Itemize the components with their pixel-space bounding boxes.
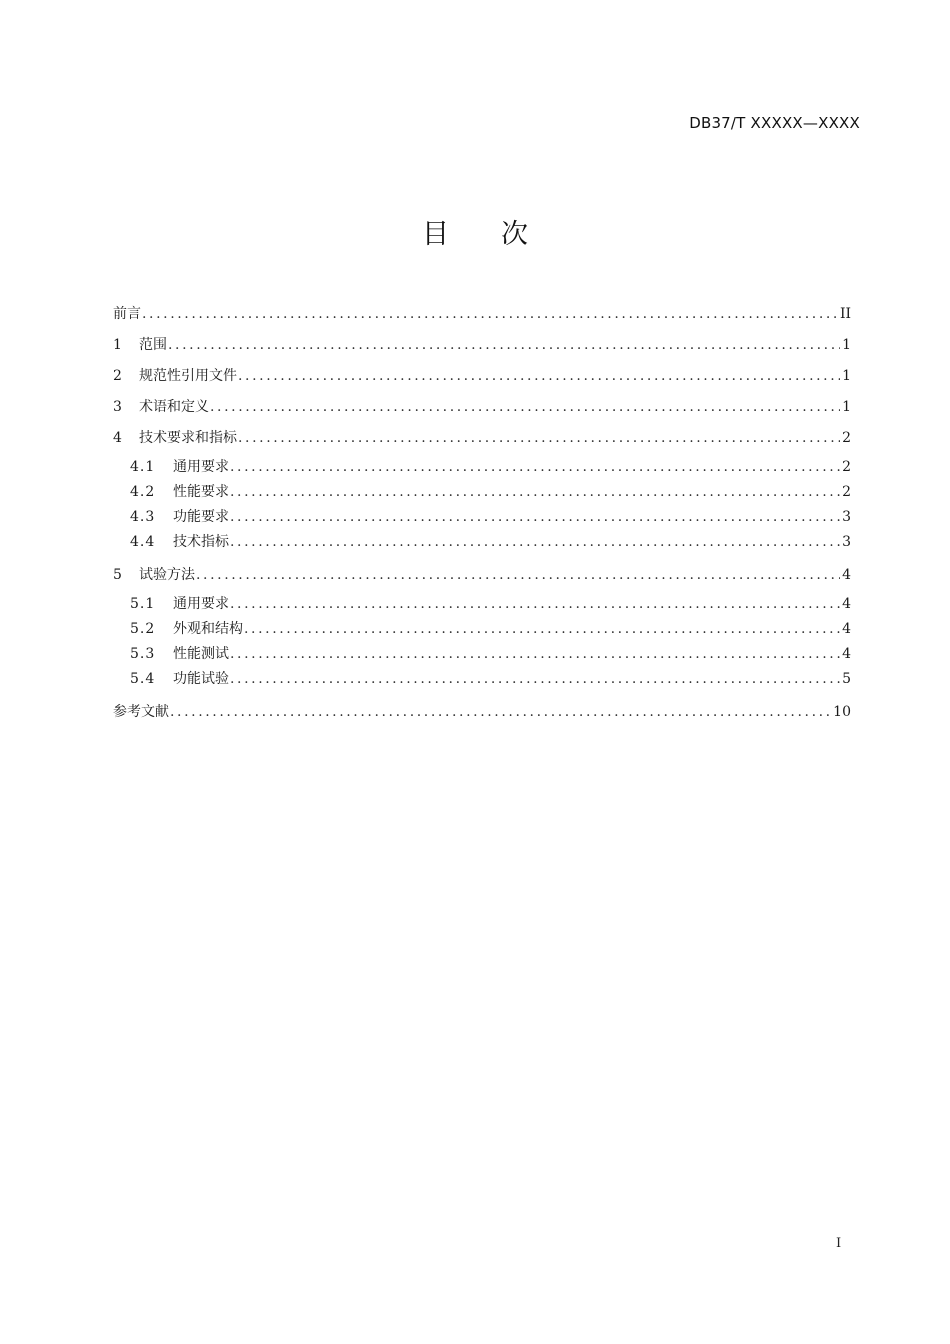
toc-number: 5.1 — [130, 596, 156, 612]
toc-leader-dots — [244, 619, 840, 639]
toc-entry-4-2[interactable] — [113, 482, 851, 507]
toc-number: 4.2 — [130, 484, 156, 500]
toc-entry-references[interactable] — [113, 700, 851, 731]
toc-page: 3 — [842, 509, 851, 525]
toc-label: 规范性引用文件 — [139, 368, 237, 384]
toc-leader-dots — [238, 366, 840, 386]
toc-label: 参考文献 — [113, 704, 169, 720]
toc-number: 1 — [113, 337, 122, 353]
toc-leader-dots — [230, 482, 840, 502]
toc-label: 试验方法 — [139, 567, 195, 583]
toc-page: 1 — [842, 399, 851, 415]
toc-label: 外观和结构 — [173, 621, 243, 637]
toc-number: 5.2 — [130, 621, 156, 637]
toc-leader-dots — [210, 397, 840, 417]
toc-leader-dots — [238, 428, 840, 448]
toc-leader-dots — [230, 457, 840, 477]
toc-entry-4-1[interactable] — [113, 457, 851, 482]
toc-page: 4 — [842, 567, 851, 583]
toc-leader-dots — [230, 644, 840, 664]
toc-label: 通用要求 — [173, 459, 229, 475]
table-of-contents — [113, 302, 851, 731]
toc-label: 范围 — [139, 337, 167, 353]
toc-number: 5.4 — [130, 671, 156, 687]
toc-label: 术语和定义 — [139, 399, 209, 415]
toc-page: 3 — [842, 534, 851, 550]
toc-page: 4 — [842, 621, 851, 637]
toc-label: 性能要求 — [173, 484, 229, 500]
toc-page: 4 — [842, 646, 851, 662]
toc-leader-dots — [168, 335, 840, 355]
toc-entry-5[interactable] — [113, 563, 851, 594]
toc-label: 功能试验 — [173, 671, 229, 687]
toc-number: 4.1 — [130, 459, 156, 475]
toc-entry-5-2[interactable] — [113, 619, 851, 644]
toc-leader-dots — [142, 304, 838, 324]
toc-page: II — [839, 306, 851, 322]
toc-number: 2 — [113, 368, 122, 384]
toc-page: 1 — [842, 337, 851, 353]
title-char-1: 目 — [422, 219, 449, 250]
toc-page: 2 — [842, 484, 851, 500]
toc-number: 4.4 — [130, 534, 156, 550]
toc-entry-4-3[interactable] — [113, 507, 851, 532]
toc-entry-3[interactable] — [113, 395, 851, 426]
toc-page: 5 — [842, 671, 851, 687]
toc-page: 10 — [833, 704, 851, 720]
toc-entry-5-1[interactable] — [113, 594, 851, 619]
standard-code: DB37/T XXXXX—XXXX — [689, 114, 860, 132]
toc-leader-dots — [170, 702, 831, 722]
toc-entry-foreword[interactable] — [113, 302, 851, 333]
toc-leader-dots — [230, 669, 840, 689]
toc-label: 性能测试 — [173, 646, 229, 662]
toc-entry-4-4[interactable] — [113, 532, 851, 557]
page-title — [0, 212, 950, 251]
toc-number: 5.3 — [130, 646, 156, 662]
toc-label: 技术要求和指标 — [139, 430, 237, 446]
toc-label: 技术指标 — [173, 534, 229, 550]
toc-page: 4 — [842, 596, 851, 612]
toc-label: 前言 — [113, 306, 141, 322]
toc-leader-dots — [230, 594, 840, 614]
toc-page: 2 — [842, 459, 851, 475]
toc-number: 5 — [113, 567, 122, 583]
toc-leader-dots — [196, 565, 840, 585]
toc-leader-dots — [230, 532, 840, 552]
toc-label: 功能要求 — [173, 509, 229, 525]
toc-entry-5-4[interactable] — [113, 669, 851, 694]
toc-entry-5-3[interactable] — [113, 644, 851, 669]
toc-number: 4 — [113, 430, 122, 446]
title-char-2: 次 — [501, 219, 528, 250]
toc-page: 1 — [842, 368, 851, 384]
toc-number: 4.3 — [130, 509, 156, 525]
toc-leader-dots — [230, 507, 840, 527]
toc-entry-2[interactable] — [113, 364, 851, 395]
toc-page: 2 — [842, 430, 851, 446]
toc-entry-1[interactable] — [113, 333, 851, 364]
page-number: I — [836, 1236, 842, 1251]
toc-label: 通用要求 — [173, 596, 229, 612]
toc-entry-4[interactable] — [113, 426, 851, 457]
toc-number: 3 — [113, 399, 122, 415]
